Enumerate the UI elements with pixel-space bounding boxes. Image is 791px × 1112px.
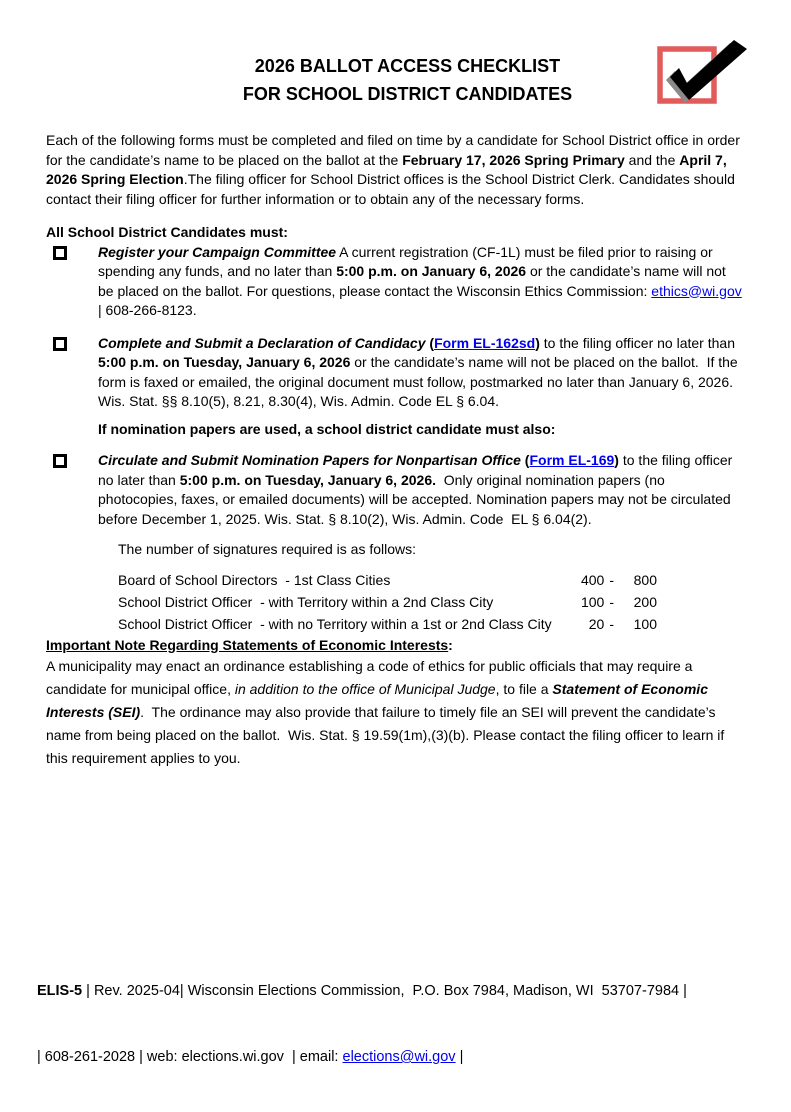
item3-title: Circulate and Submit Nomination Papers for Nonpartisan Office	[98, 452, 521, 468]
spring-election-date: April 7, 2026 Spring Election	[46, 151, 731, 187]
footer-line2-end: |	[455, 1049, 464, 1065]
sig-row-min: 400	[580, 571, 605, 588]
page-title-line2: FOR SCHOOL DISTRICT CANDIDATES	[242, 84, 573, 104]
footer-line2-text: | 608-261-2028 | web: elections.wi.gov | email:	[37, 1049, 343, 1065]
table-row	[118, 613, 657, 635]
form-el-162sd-link[interactable]: Form EL-162sd	[434, 334, 536, 351]
sig-row-max: 800	[633, 571, 657, 588]
document-footer	[37, 936, 687, 1112]
important-note-heading	[46, 635, 745, 655]
intro-text-1: Each of the following forms must be completed and filed on time by a candidate for School District office in order for the candidate’s name to be placed on the ballot at the	[46, 132, 744, 168]
item3-paren-open: (	[520, 452, 530, 468]
footer-line1	[37, 980, 687, 1002]
item-nomination-papers-text	[98, 451, 745, 529]
item2-deadline: 5:00 p.m. on Tuesday, January 6, 2026	[98, 354, 351, 370]
sig-row-max: 100	[633, 615, 657, 632]
sig-row-label: School District Officer - with no Territory within a 1st or 2nd Class City	[118, 615, 552, 632]
ethics-email-link[interactable]: ethics@wi.gov	[651, 282, 742, 299]
item1-title: Register your Campaign Committee	[98, 243, 337, 260]
sig-row-separator: -	[609, 593, 614, 610]
checkbox-declaration-of-candidacy[interactable]	[53, 337, 67, 351]
checkbox-column	[46, 451, 98, 529]
page-title	[46, 52, 745, 108]
table-row	[118, 591, 657, 613]
item1-text-1: A current registration (CF-1L) must be filed prior to raising or spending any funds, and no later than	[98, 243, 717, 279]
item1-deadline: 5:00 p.m. on January 6, 2026	[336, 263, 527, 279]
checkbox-column	[46, 334, 98, 412]
checkbox-campaign-committee[interactable]	[53, 246, 67, 260]
item2-text-1: to the filing officer no later than	[539, 334, 739, 351]
all-candidates-heading: All School District Candidates must:	[46, 224, 288, 240]
checklist-item-declaration-of-candidacy	[46, 334, 745, 412]
item2-paren-close: )	[535, 334, 540, 351]
sig-row-min: 20	[588, 615, 605, 632]
signature-requirements-table	[118, 569, 657, 635]
item1-text-2: or the candidate’s name will not be placed on the ballot. For questions, please contact the Wisconsin Ethics Commission:	[98, 263, 730, 299]
checklist-item-nomination-papers	[46, 451, 745, 529]
note-italic-municipal-judge: in addition to the office of Municipal Judge	[234, 680, 496, 697]
item2-text-2: or the candidate’s name will not be placed on the ballot. If the form is faxed or emailed, the original document must follow, postmarked no later than January 6, 2026. Wis. Stat. §§ 8.10(5), 8.21, 8.30(4), Wis. Admin. Code EL § 6.04.	[98, 354, 742, 409]
checklist-item-campaign-committee	[46, 243, 745, 321]
intro-text-3: .The filing officer for School District offices is the School District Clerk. Candidates should contact their filing officer for further information or to obtain any of the necessary forms.	[46, 171, 739, 207]
item3-text-2: Only original nomination papers (no photocopies, faxes, or emailed documents) will be accepted. Nomination papers may not be circulated before December 1, 2025. Wis. Stat. § 8.10(2), Wis. Admin. Code EL § 6.04(2).	[98, 471, 735, 527]
intro-paragraph	[46, 131, 745, 209]
item3-paren-close: )	[614, 452, 619, 468]
page-title-line1: 2026 BALLOT ACCESS CHECKLIST	[254, 56, 561, 76]
sig-row-min: 100	[580, 593, 605, 610]
form-id: ELIS-5	[37, 983, 83, 999]
intro-text-2: and the	[624, 151, 680, 168]
item3-text-1: to the filing officer no later than	[98, 452, 737, 488]
important-note-paragraph	[46, 655, 745, 770]
item3-deadline: 5:00 p.m. on Tuesday, January 6, 2026.	[179, 471, 436, 488]
sig-row-label: Board of School Directors - 1st Class Cities	[118, 571, 391, 588]
footer-line1-text: | Rev. 2025-04| Wisconsin Elections Commission, P.O. Box 7984, Madison, WI 53707-7984 |	[82, 983, 687, 999]
table-row	[118, 569, 657, 591]
form-el-169-link[interactable]: Form EL-169	[529, 452, 615, 468]
item-declaration-text	[98, 334, 745, 412]
note-text-3: . The ordinance may also provide that failure to timely file an SEI will prevent the candidate’s name from being placed on the ballot. Wis. Stat. § 19.59(1m),(3)(b). Please contact the filing officer to learn if this requirement applies to you.	[46, 703, 729, 766]
checkbox-column	[46, 243, 98, 321]
sig-row-separator: -	[609, 615, 614, 632]
note-sei-title: Statement of Economic Interests (SEI)	[46, 680, 712, 720]
sig-row-label: School District Officer - with Territory within a 2nd Class City	[118, 593, 494, 610]
footer-line2	[37, 1046, 687, 1068]
item-campaign-committee-text	[98, 243, 745, 321]
nomination-papers-subheading: If nomination papers are used, a school district candidate must also:	[98, 420, 556, 437]
spring-primary-date: February 17, 2026 Spring Primary	[402, 151, 625, 168]
checkmark-logo	[650, 38, 750, 104]
note-text-1: A municipality may enact an ordinance establishing a code of ethics for public officials that may require a candidate for municipal office,	[46, 657, 697, 697]
signatures-intro: The number of signatures required is as follows:	[118, 541, 417, 557]
item1-text-3: | 608-266-8123.	[98, 282, 746, 318]
note-text-2: , to file a	[495, 680, 553, 697]
item2-paren-open: (	[425, 334, 435, 351]
sig-row-max: 200	[633, 593, 657, 610]
important-note-heading-text: Important Note Regarding Statements of Economic Interests	[46, 636, 449, 653]
checkbox-nomination-papers[interactable]	[53, 454, 67, 468]
important-note-heading-colon: :	[448, 636, 453, 653]
item2-title: Complete and Submit a Declaration of Candidacy	[98, 334, 426, 351]
elections-email-link[interactable]: elections@wi.gov	[342, 1049, 456, 1065]
sig-row-separator: -	[609, 571, 614, 588]
